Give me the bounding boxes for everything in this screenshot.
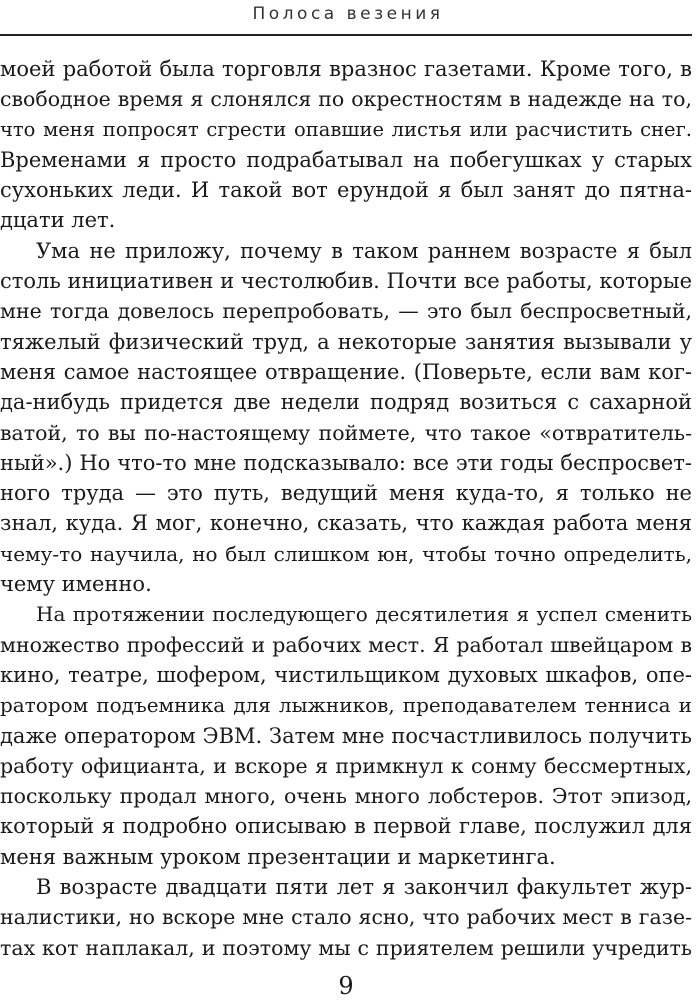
text-line: работу официанта, и вскоре я примкнул к сонму бессмертных, xyxy=(0,753,692,778)
text-line: кино, театре, шофером, чистильщиком духовых шкафов, опе- xyxy=(0,662,692,687)
text-line: мне тогда довелось перепробовать, — это был беспросветный, xyxy=(0,299,692,324)
text-line: меня важным уроком презентации и маркетинга. xyxy=(0,844,556,869)
text-line: множество профессий и рабочих мест. Я работал швейцаром в xyxy=(0,632,692,657)
text-line: ратором подъемника для лыжников, преподавателем тенниса и xyxy=(0,693,692,718)
text-line: Ума не приложу, почему в таком раннем возрасте я был xyxy=(36,238,692,263)
text-line: чему-то научила, но был слишком юн, чтобы точно определить, xyxy=(0,541,692,566)
text-line: моей работой была торговля вразнос газетами. Кроме того, в xyxy=(0,57,692,81)
text-line: В возрасте двадцати пяти лет я закончил факультет жур- xyxy=(36,875,692,900)
text-line: чему именно. xyxy=(0,572,152,597)
page-number: 9 xyxy=(338,972,354,1000)
header-rule xyxy=(0,34,692,36)
running-header: Полоса везения xyxy=(252,4,444,24)
text-line: что меня попросят сгрести опавшие листья или расчистить снег. xyxy=(0,117,692,141)
text-line: знал, куда. Я мог, конечно, сказать, что каждая работа меня xyxy=(0,511,692,536)
body-text xyxy=(0,54,692,963)
text-line: столь инициативен и честолюбив. Почти все работы, которые xyxy=(0,269,692,294)
text-line: поскольку продал много, очень много лобстеров. Этот эпизод, xyxy=(0,784,692,809)
text-line: да-нибудь придется две недели подряд возиться с сахарной xyxy=(0,390,692,415)
text-line: Временами я просто подрабатывал на побегушках у старых xyxy=(0,147,692,172)
text-line: тах кот наплакал, и поэтому мы с приятелем решили учредить xyxy=(0,935,692,960)
text-line: ватой, то вы по-настоящему поймете, что такое «отвратитель- xyxy=(0,420,692,445)
text-line: тяжелый физический труд, а некоторые занятия вызывали у xyxy=(0,329,692,354)
text-line: ного труда — это путь, ведущий меня куда-то, я только не xyxy=(0,481,692,506)
text-line: который я подробно описываю в первой главе, послужил для xyxy=(0,814,692,839)
text-line: дцати лет. xyxy=(0,208,116,233)
text-line: ный».) Но что-то мне подсказывало: все эти годы беспросвет- xyxy=(0,450,692,475)
text-line: сухоньких леди. И такой вот ерундой я был занят до пятна- xyxy=(0,178,692,203)
text-line: свободное время я слонялся по окрестностям в надежде на то, xyxy=(0,87,692,112)
text-line: На протяжении последующего десятилетия я успел сменить xyxy=(36,602,692,627)
text-line: меня самое настоящее отвращение. (Поверьте, если вам ког- xyxy=(0,359,692,384)
text-line: даже оператором ЭВМ. Затем мне посчастливилось получить xyxy=(0,723,692,748)
text-line: налистики, но вскоре мне стало ясно, что рабочих мест в газе- xyxy=(0,905,692,930)
